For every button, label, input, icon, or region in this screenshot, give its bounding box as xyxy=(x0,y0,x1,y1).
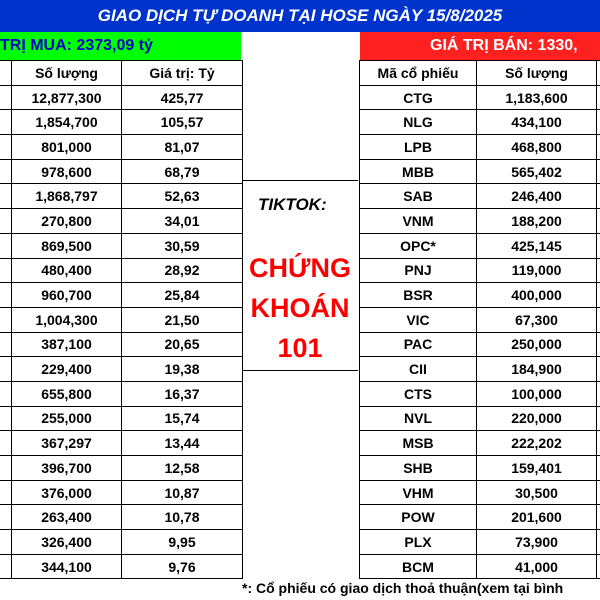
buy-value-cell: 52,63 xyxy=(122,184,243,209)
buy-ticker-cell xyxy=(0,283,12,308)
buy-ticker-cell xyxy=(0,480,12,505)
sell-ticker-cell: BSR xyxy=(360,283,477,308)
sell-value-cell xyxy=(597,184,600,209)
table-row xyxy=(360,233,600,258)
buy-ticker-cell xyxy=(0,85,12,110)
buy-ticker-cell xyxy=(0,110,12,135)
buy-volume-cell: 480,400 xyxy=(12,258,122,283)
buy-volume-cell: 270,800 xyxy=(12,209,122,234)
buy-value-cell: 25,84 xyxy=(122,283,243,308)
table-row xyxy=(360,480,600,505)
buy-ticker-cell xyxy=(0,209,12,234)
buy-volume-cell: 869,500 xyxy=(12,233,122,258)
buy-table-header-row xyxy=(0,61,243,86)
table-row xyxy=(360,110,600,135)
table-row xyxy=(0,233,243,258)
table-row xyxy=(360,530,600,555)
buy-value-cell: 10,78 xyxy=(122,505,243,530)
table-row xyxy=(0,258,243,283)
buy-ticker-cell xyxy=(0,184,12,209)
table-row xyxy=(360,184,600,209)
tiktok-label: TIKTOK: xyxy=(258,195,327,214)
brand-line: KHOÁN xyxy=(250,293,350,323)
table-row xyxy=(360,307,600,332)
sell-value-cell xyxy=(597,530,600,555)
table-row xyxy=(360,332,600,357)
buy-table xyxy=(0,60,243,579)
buy-ticker-col-header xyxy=(0,61,12,86)
sell-value-cell xyxy=(597,85,600,110)
table-row xyxy=(360,159,600,184)
buy-volume-cell: 255,000 xyxy=(12,406,122,431)
sell-volume-cell: 41,000 xyxy=(477,554,597,579)
sell-value-cell xyxy=(597,233,600,258)
buy-ticker-cell xyxy=(0,554,12,579)
buy-volume-cell: 1,868,797 xyxy=(12,184,122,209)
buy-volume-cell: 1,004,300 xyxy=(12,307,122,332)
table-row xyxy=(0,480,243,505)
sell-value-cell xyxy=(597,456,600,481)
sell-volume-cell: 67,300 xyxy=(477,307,597,332)
buy-value-cell: 13,44 xyxy=(122,431,243,456)
sell-volume-col-header: Số lượng xyxy=(477,61,597,86)
sell-ticker-cell: OPC* xyxy=(360,233,477,258)
sell-value-cell xyxy=(597,159,600,184)
table-row xyxy=(0,209,243,234)
table-row xyxy=(0,135,243,160)
sell-volume-cell: 159,401 xyxy=(477,456,597,481)
table-row xyxy=(0,431,243,456)
buy-volume-cell: 376,000 xyxy=(12,480,122,505)
buy-ticker-cell xyxy=(0,135,12,160)
table-row xyxy=(0,505,243,530)
buy-value-cell: 30,59 xyxy=(122,233,243,258)
table-row xyxy=(0,283,243,308)
sell-value-cell xyxy=(597,406,600,431)
buy-value-cell: 105,57 xyxy=(122,110,243,135)
sell-ticker-col-header: Mã cổ phiếu xyxy=(360,61,477,86)
buy-value-cell: 21,50 xyxy=(122,307,243,332)
buy-value-cell: 28,92 xyxy=(122,258,243,283)
table-row xyxy=(360,406,600,431)
sell-ticker-cell: PLX xyxy=(360,530,477,555)
buy-value-cell: 16,37 xyxy=(122,381,243,406)
table-row xyxy=(0,110,243,135)
buy-value-cell: 15,74 xyxy=(122,406,243,431)
sell-ticker-cell: NVL xyxy=(360,406,477,431)
buy-volume-cell: 229,400 xyxy=(12,357,122,382)
buy-value-col-header: Giá trị: Tỷ xyxy=(122,61,243,86)
divider xyxy=(242,180,358,181)
buy-value-cell: 34,01 xyxy=(122,209,243,234)
buy-value-cell: 81,07 xyxy=(122,135,243,160)
buy-volume-cell: 263,400 xyxy=(12,505,122,530)
buy-volume-cell: 344,100 xyxy=(12,554,122,579)
sell-volume-cell: 250,000 xyxy=(477,332,597,357)
sell-value-cell xyxy=(597,332,600,357)
buy-ticker-cell xyxy=(0,505,12,530)
sell-volume-cell: 30,500 xyxy=(477,480,597,505)
buy-ticker-cell xyxy=(0,456,12,481)
sell-value-cell xyxy=(597,258,600,283)
buy-volume-cell: 960,700 xyxy=(12,283,122,308)
table-row xyxy=(0,184,243,209)
sell-value-col-header xyxy=(597,61,600,86)
buy-ticker-cell xyxy=(0,258,12,283)
buy-ticker-cell xyxy=(0,357,12,382)
buy-volume-cell: 1,854,700 xyxy=(12,110,122,135)
brand-line: CHỨNG xyxy=(249,253,351,283)
footnote: *: Cổ phiếu có giao dịch thoả thuận(xem tại bình xyxy=(242,580,564,596)
sell-ticker-cell: NLG xyxy=(360,110,477,135)
buy-value-header xyxy=(0,32,241,61)
table-row xyxy=(0,159,243,184)
sell-volume-cell: 400,000 xyxy=(477,283,597,308)
table-row xyxy=(360,357,600,382)
sell-value-cell xyxy=(597,283,600,308)
table-row xyxy=(0,406,243,431)
buy-ticker-cell xyxy=(0,381,12,406)
sell-value-cell xyxy=(597,431,600,456)
table-row xyxy=(0,381,243,406)
buy-volume-col-header: Số lượng xyxy=(12,61,122,86)
buy-ticker-cell xyxy=(0,431,12,456)
table-row xyxy=(0,85,243,110)
table-row xyxy=(360,381,600,406)
buy-volume-cell: 801,000 xyxy=(12,135,122,160)
table-row xyxy=(0,307,243,332)
buy-volume-cell: 655,800 xyxy=(12,381,122,406)
table-row xyxy=(0,554,243,579)
buy-ticker-cell xyxy=(0,332,12,357)
sell-value-cell xyxy=(597,110,600,135)
sell-volume-cell: 468,800 xyxy=(477,135,597,160)
sell-value-cell xyxy=(597,505,600,530)
sell-table-header-row xyxy=(360,61,600,86)
buy-value-cell: 10,87 xyxy=(122,480,243,505)
table-row xyxy=(360,258,600,283)
buy-volume-cell: 326,400 xyxy=(12,530,122,555)
table-row xyxy=(360,283,600,308)
buy-value-cell: 12,58 xyxy=(122,456,243,481)
sell-ticker-cell: PNJ xyxy=(360,258,477,283)
table-row xyxy=(0,332,243,357)
buy-volume-cell: 978,600 xyxy=(12,159,122,184)
table-row xyxy=(360,135,600,160)
buy-value-cell: 9,95 xyxy=(122,530,243,555)
sell-ticker-cell: PAC xyxy=(360,332,477,357)
sell-volume-cell: 184,900 xyxy=(477,357,597,382)
table-row xyxy=(360,209,600,234)
table-row xyxy=(0,530,243,555)
buy-value-cell: 20,65 xyxy=(122,332,243,357)
sell-value-cell xyxy=(597,357,600,382)
table-row xyxy=(360,85,600,110)
buy-ticker-cell xyxy=(0,159,12,184)
sell-volume-cell: 1,183,600 xyxy=(477,85,597,110)
buy-volume-cell: 396,700 xyxy=(12,456,122,481)
sell-volume-cell: 73,900 xyxy=(477,530,597,555)
sell-ticker-cell: MSB xyxy=(360,431,477,456)
buy-value-label: TRỊ MUA: 2373,09 tỷ xyxy=(0,37,153,54)
sell-ticker-cell: VIC xyxy=(360,307,477,332)
sell-ticker-cell: SAB xyxy=(360,184,477,209)
sell-ticker-cell: VHM xyxy=(360,480,477,505)
divider xyxy=(242,370,358,371)
sell-ticker-cell: MBB xyxy=(360,159,477,184)
buy-ticker-cell xyxy=(0,233,12,258)
buy-value-cell: 425,77 xyxy=(122,85,243,110)
sell-volume-cell: 201,600 xyxy=(477,505,597,530)
buy-ticker-cell xyxy=(0,530,12,555)
sell-value-cell xyxy=(597,135,600,160)
table-row xyxy=(360,456,600,481)
brand-line: 101 xyxy=(277,333,323,363)
sell-value-cell xyxy=(597,307,600,332)
sell-ticker-cell: CTS xyxy=(360,381,477,406)
sell-volume-cell: 220,000 xyxy=(477,406,597,431)
buy-value-cell: 9,76 xyxy=(122,554,243,579)
sell-volume-cell: 565,402 xyxy=(477,159,597,184)
sell-value-cell xyxy=(597,209,600,234)
buy-value-cell: 19,38 xyxy=(122,357,243,382)
sell-volume-cell: 100,000 xyxy=(477,381,597,406)
sell-ticker-cell: SHB xyxy=(360,456,477,481)
buy-ticker-cell xyxy=(0,406,12,431)
sell-volume-cell: 119,000 xyxy=(477,258,597,283)
sell-ticker-cell: VNM xyxy=(360,209,477,234)
table-row xyxy=(360,431,600,456)
buy-volume-cell: 387,100 xyxy=(12,332,122,357)
sell-value-cell xyxy=(597,480,600,505)
sell-volume-cell: 246,400 xyxy=(477,184,597,209)
table-row xyxy=(360,505,600,530)
buy-volume-cell: 367,297 xyxy=(12,431,122,456)
page-title: GIAO DỊCH TỰ DOANH TẠI HOSE NGÀY 15/8/2025 xyxy=(0,0,600,32)
sell-value-header xyxy=(360,32,600,61)
sell-volume-cell: 222,202 xyxy=(477,431,597,456)
sell-ticker-cell: CII xyxy=(360,357,477,382)
buy-value-cell: 68,79 xyxy=(122,159,243,184)
sell-volume-cell: 425,145 xyxy=(477,233,597,258)
sell-table xyxy=(359,60,600,579)
sell-ticker-cell: CTG xyxy=(360,85,477,110)
sell-value-cell xyxy=(597,381,600,406)
sell-ticker-cell: LPB xyxy=(360,135,477,160)
buy-ticker-cell xyxy=(0,307,12,332)
buy-volume-cell: 12,877,300 xyxy=(12,85,122,110)
sell-value-label: GIÁ TRỊ BÁN: 1330, xyxy=(430,37,578,54)
table-row xyxy=(0,456,243,481)
sell-volume-cell: 188,200 xyxy=(477,209,597,234)
sell-ticker-cell: BCM xyxy=(360,554,477,579)
sell-ticker-cell: POW xyxy=(360,505,477,530)
sell-volume-cell: 434,100 xyxy=(477,110,597,135)
brand-text xyxy=(242,248,358,368)
table-row xyxy=(0,357,243,382)
